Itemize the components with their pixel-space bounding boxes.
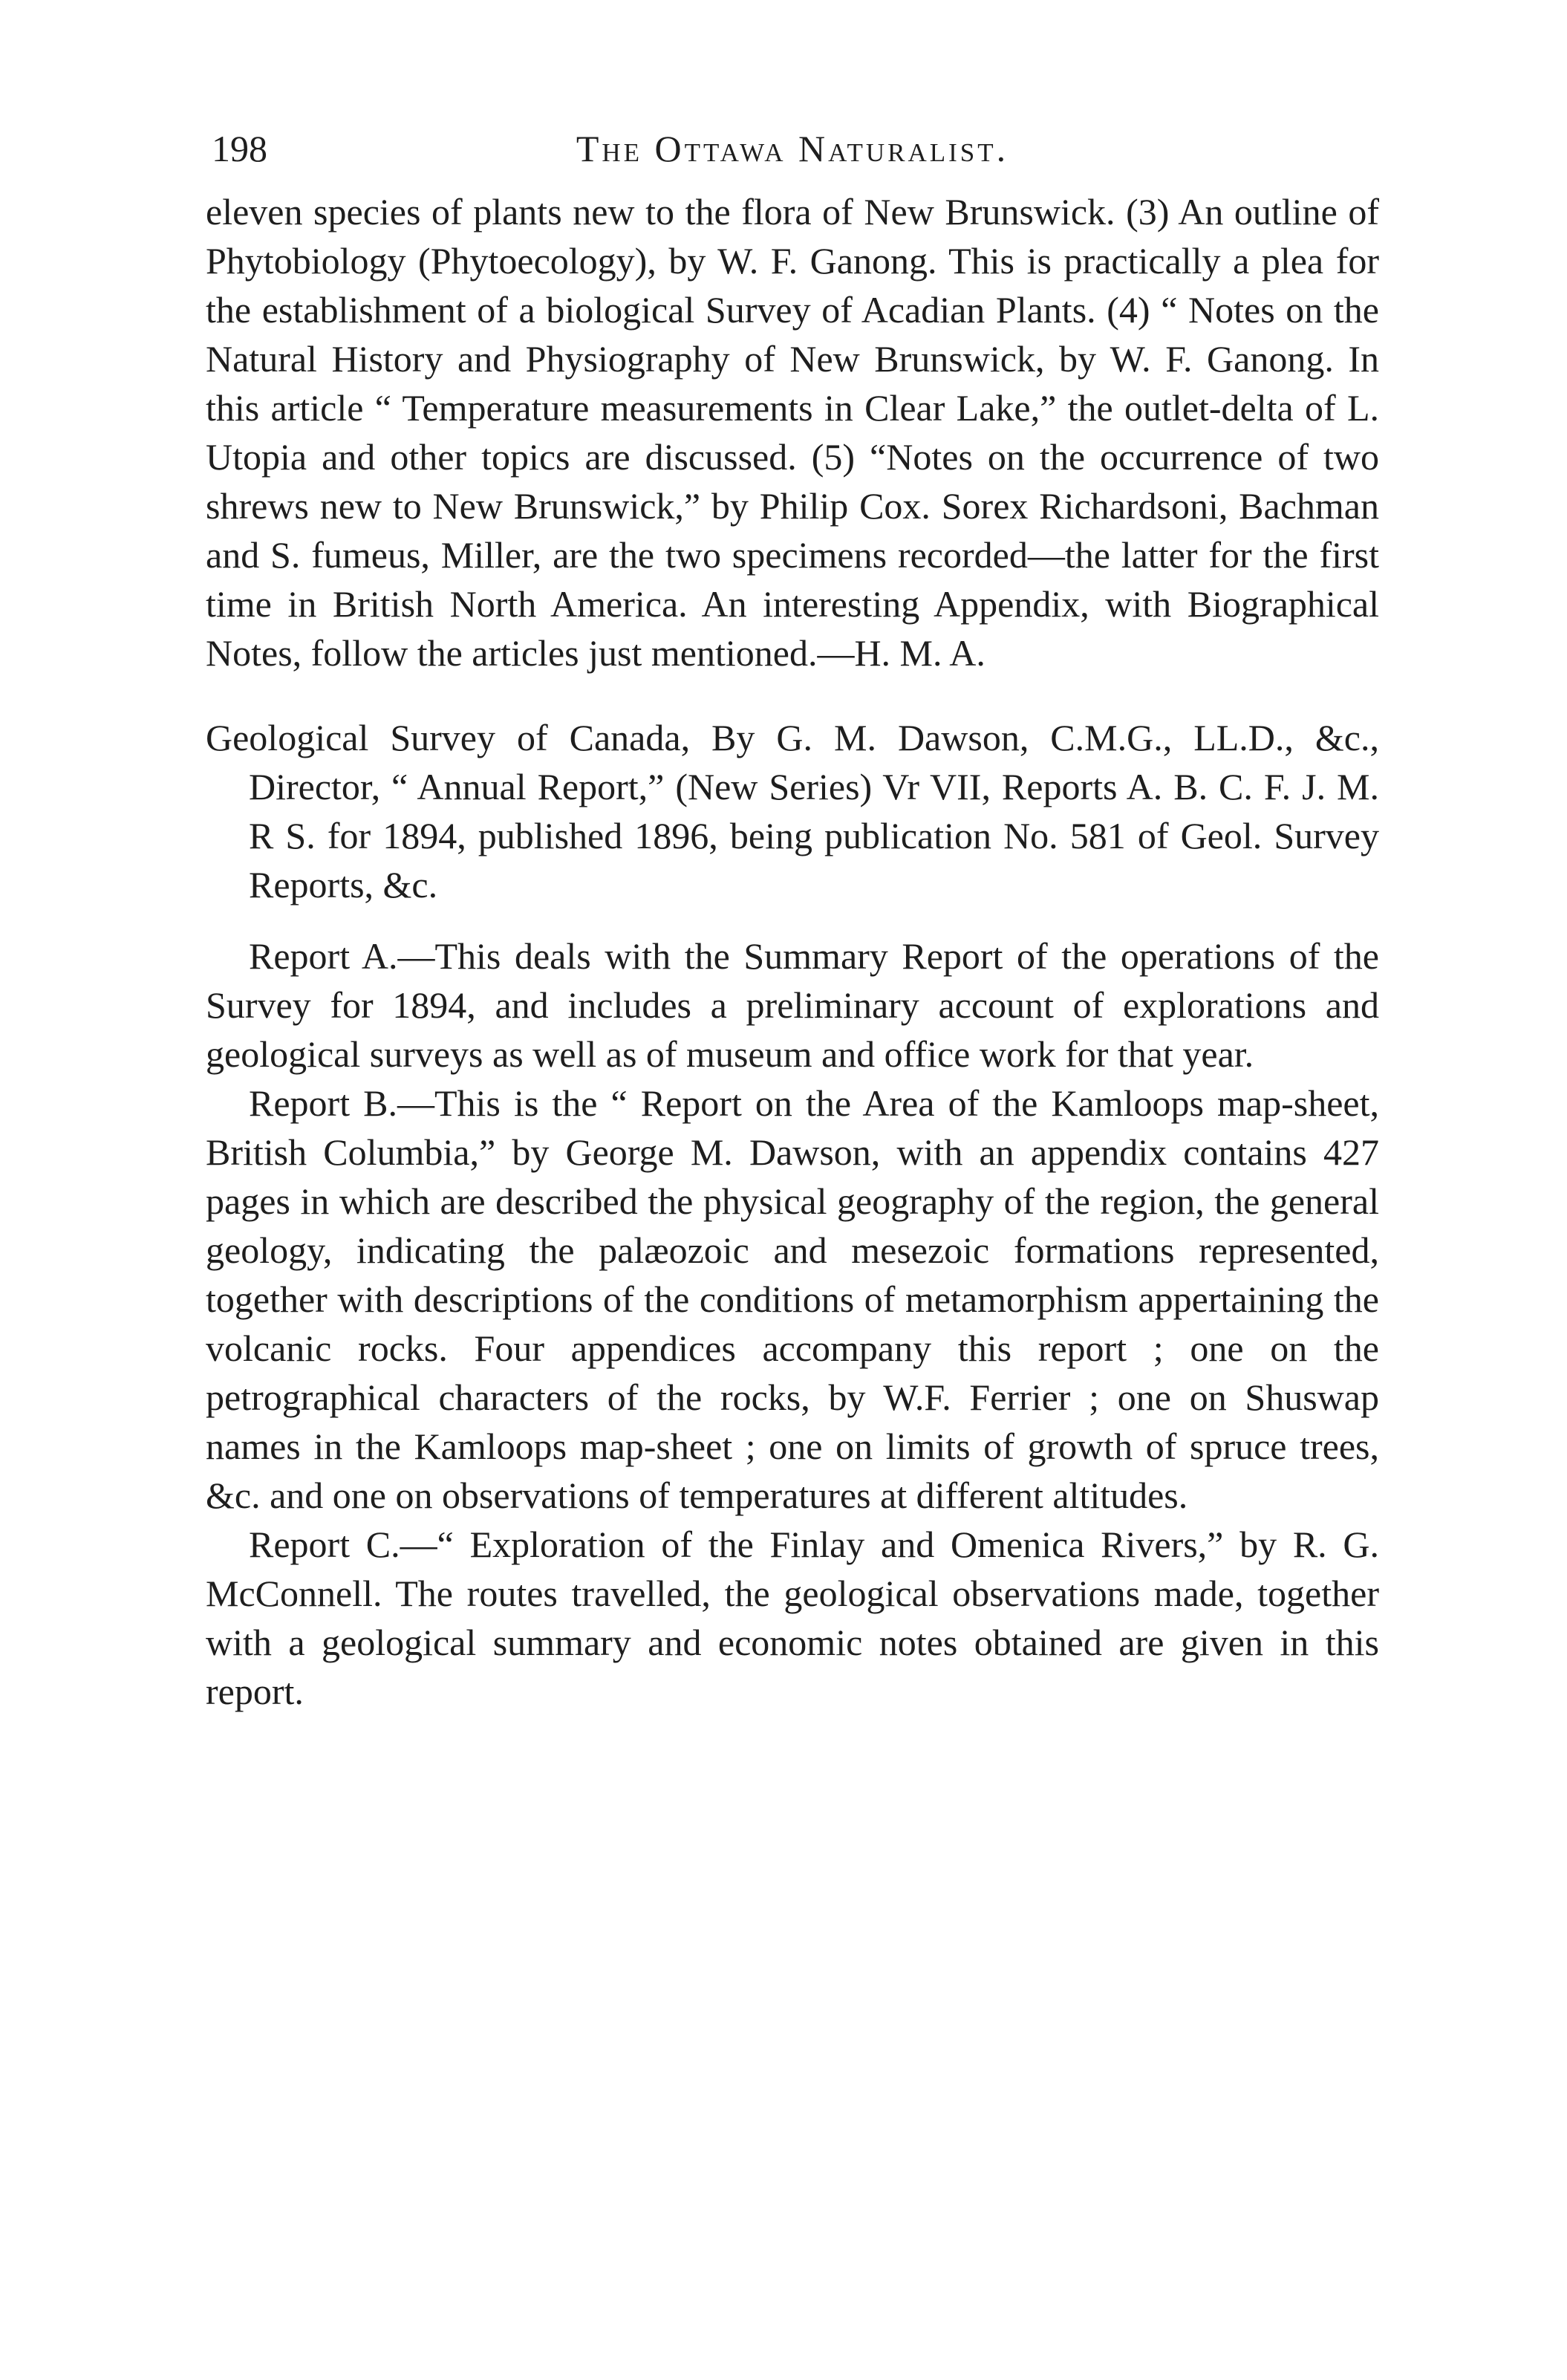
paragraph-report-c: Report C.—“ Exploration of the Finlay and Omenica Rivers,” by R. G. McConnell. The routes travelled, the geological observations made, together with a geological summary and economic notes obtained are given in this report. [206,1524,1379,1712]
review-title: Geological Survey of Canada, By G. M. Dawson, C.M.G., LL.D., &c., Director, “ Annual Report,” (New Series) Vr VII, Reports A. B. C. F. J. M. R S. for 1894, published 1896, being publication No. 581 of Geol. Survey Reports, &c. [206,717,1379,905]
page-header [206,119,1379,178]
paragraph-continued: eleven species of plants new to the flora of New Brunswick. (3) An outline of Phytobiology (Phytoecology), by W. F. Ganong. This is practically a plea for the establishment of a biological Survey of Acadian Plants. (4) “ Notes on the Natural History and Physiography of New Brunswick, by W. F. Ganong. In this article “ Temperature measurements in Clear Lake,” the outlet-delta of L. Utopia and other topics are discussed. (5) “Notes on the occurrence of two shrews new to New Brunswick,” by Philip Cox. Sorex Richardsoni, Bachman and S. fumeus, Miller, are the two specimens recorded—the latter for the first time in British North America. An interesting Appendix, with Biographical Notes, follow the articles just mentioned.—H. M. A. [206,191,1379,674]
page-number: 198 [212,128,267,169]
paragraph-report-b: Report B.—This is the “ Report on the Area of the Kamloops map-sheet, British Columbia,” by George M. Dawson, with an appendix contains 427 pages in which are described the physical geography of the region, the general geology, indicating the palæozoic and mesezoic formations represented, together with descriptions of the conditions of metamorphism appertaining the volcanic rocks. Four appendices accompany this report ; one on the petrographical characters of the rocks, by W.F. Ferrier ; one on Shuswap names in the Kamloops map-sheet ; one on limits of growth of spruce trees, &c. and one on observations of temperatures at different altitudes. [206,1082,1379,1516]
paragraph-report-a: Report A.—This deals with the Summary Report of the operations of the Survey for 1894, and includes a preliminary account of explorations and geological surveys as well as of museum and office work for that year. [206,935,1379,1075]
running-title: The Ottawa Naturalist. [576,128,1009,169]
page [206,119,1379,1716]
section-gap [206,677,1379,713]
